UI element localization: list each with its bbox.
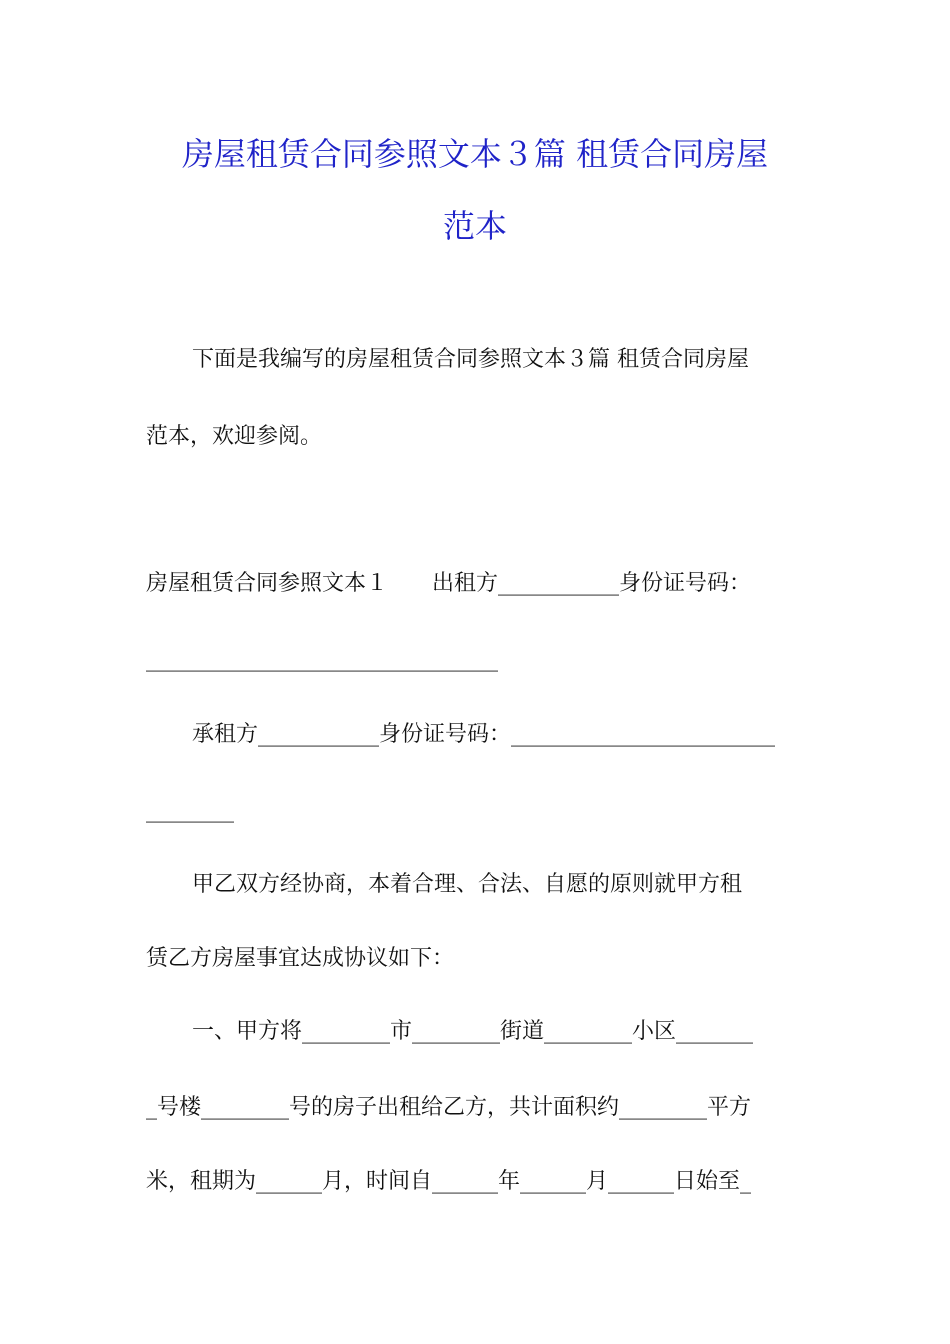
section-1-blank-line: ________________________________ (146, 647, 498, 672)
lessee-line-1: 承租方___________身份证号码：________________________ (192, 722, 776, 747)
section-1-heading-line: 房屋租赁合同参照文本１ 出租方___________身份证号码： (146, 571, 752, 596)
document-title-line-1: 房屋租赁合同参照文本３篇 租赁合同房屋 (181, 135, 769, 173)
lessee-line-2: ________ (146, 798, 234, 823)
intro-paragraph-line-2: 范本，欢迎参阅。 (146, 424, 323, 449)
agreement-paragraph-line-1: 甲乙双方经协商，本着合理、合法、自愿的原则就甲方租 (192, 872, 743, 897)
clause-1-line-1: 一、甲方将________市________街道________小区_______ (192, 1019, 754, 1044)
intro-paragraph-line-1: 下面是我编写的房屋租赁合同参照文本３篇 租赁合同房屋 (192, 347, 749, 372)
agreement-paragraph-line-2: 赁乙方房屋事宜达成协议如下： (146, 946, 455, 971)
document-title-line-2: 范本 (442, 207, 507, 245)
clause-1-line-3: 米，租期为______月，时间自______年______月______日始至_ (146, 1169, 752, 1194)
clause-1-line-2: _号楼________号的房子出租给乙方，共计面积约________平方 (146, 1095, 752, 1120)
